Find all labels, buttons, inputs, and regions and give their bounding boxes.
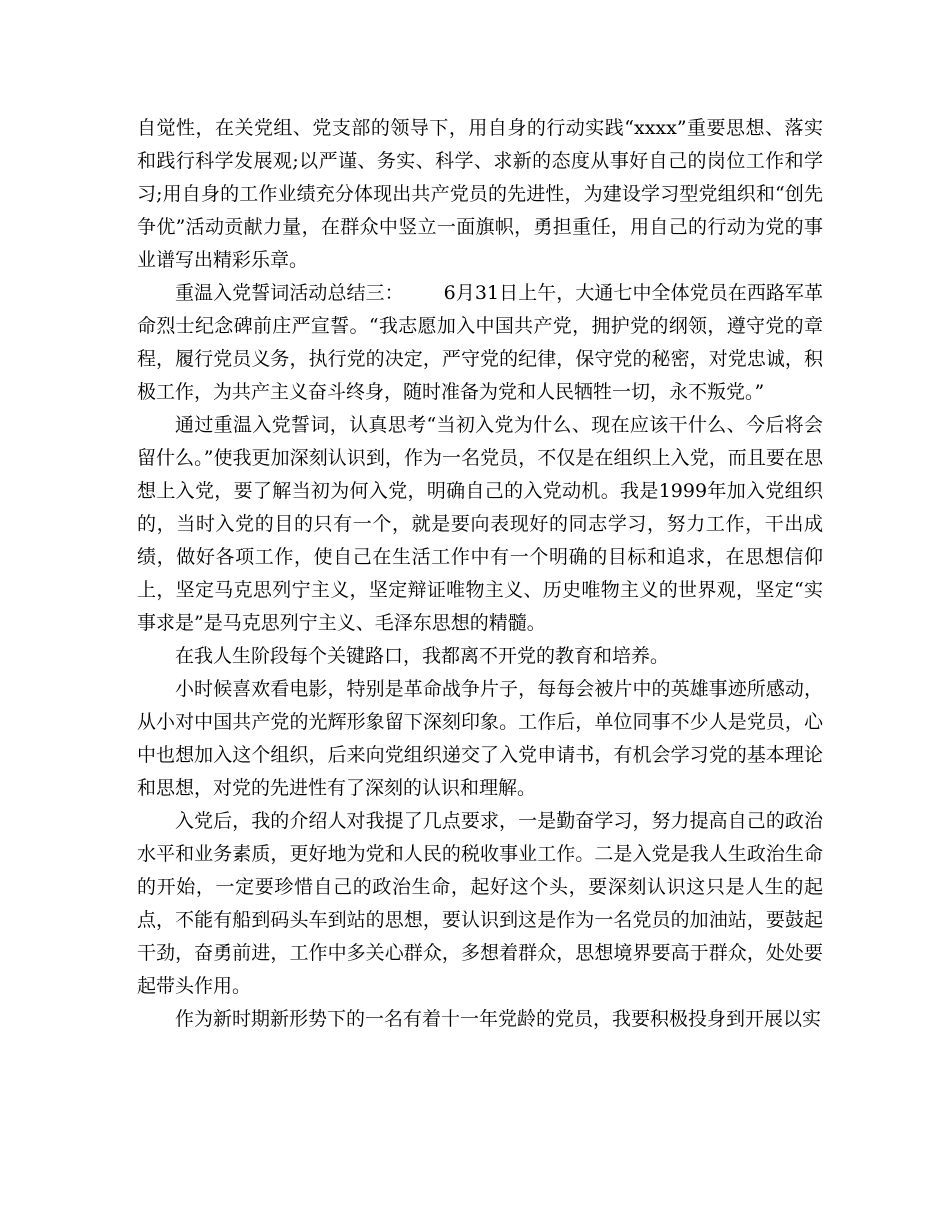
paragraph-3: 通过重温入党誓词，认真思考“当初入党为什么、现在应该干什么、今后将会留什么。”使我更加深刻认识到，作为一名党员，不仅是在组织上入党，而且要在思想上入党，要了解当初为何入党，明确自己的入党动机。我是1999年加入党组织的，当时入党的目的只有一个，就是要向表现好的同志学习，努力工作，干出成绩，做好各项工作，使自己在生活工作中有一个明确的目标和追求，在思想信仰上，坚定马克思列宁主义，坚定辩证唯物主义、历史唯物主义的世界观，坚定“实事求是”是马克思列宁主义、毛泽东思想的精髓。 <box>137 414 823 634</box>
paragraph-4: 在我人生阶段每个关键路口，我都离不开党的教育和培养。 <box>175 645 670 667</box>
paragraph-2 <box>137 277 823 409</box>
paragraph-5: 小时候喜欢看电影，特别是革命战争片子，每每会被片中的英雄事迹所感动，从小对中国共产党的光辉形象留下深刻印象。工作后，单位同事不少人是党员，心中也想加入这个组织，后来向党组织递交了入党申请书，有机会学习党的基本理论和思想，对党的先进性有了深刻的认识和理解。 <box>137 678 823 799</box>
paragraph-6: 入党后，我的介绍人对我提了几点要求，一是勤奋学习，努力提高自己的政治水平和业务素质，更好地为党和人民的税收事业工作。二是入党是我人生政治生命的开始，一定要珍惜自己的政治生命，起好这个头，要深刻认识这只是人生的起点，不能有船到码头车到站的思想，要认识到这是作为一名党员的加油站，要鼓起干劲，奋勇前进，工作中多关心群众，多想着群众，思想境界要高于群众，处处要起带头作用。 <box>137 810 823 997</box>
document-body <box>137 112 823 1036</box>
section-heading: 重温入党誓词活动总结三： <box>175 282 404 304</box>
paragraph-7: 作为新时期新形势下的一名有着十一年党龄的党员，我要积极投身到开展以实 <box>175 1008 822 1030</box>
paragraph-1: 自觉性，在关党组、党支部的领导下，用自身的行动实践“xxxx”重要思想、落实和践行科学发展观;以严谨、务实、科学、求新的态度从事好自己的岗位工作和学习;用自身的工作业绩充分体现出共产党员的先进性，为建设学习型党组织和“创先争优”活动贡献力量，在群众中竖立一面旗帜，勇担重任，用自己的行动为党的事业谱写出精彩乐章。 <box>137 117 823 271</box>
paragraph-2-text: 6月31日上午，大通七中全体党员在西路军革命烈士纪念碑前庄严宣誓。“我志愿加入中国共产党，拥护党的纲领，遵守党的章程，履行党员义务，执行党的决定，严守党的纪律，保守党的秘密，对党忠诚，积极工作，为共产主义奋斗终身，随时准备为党和人民牺牲一切，永不叛党。” <box>137 282 823 403</box>
